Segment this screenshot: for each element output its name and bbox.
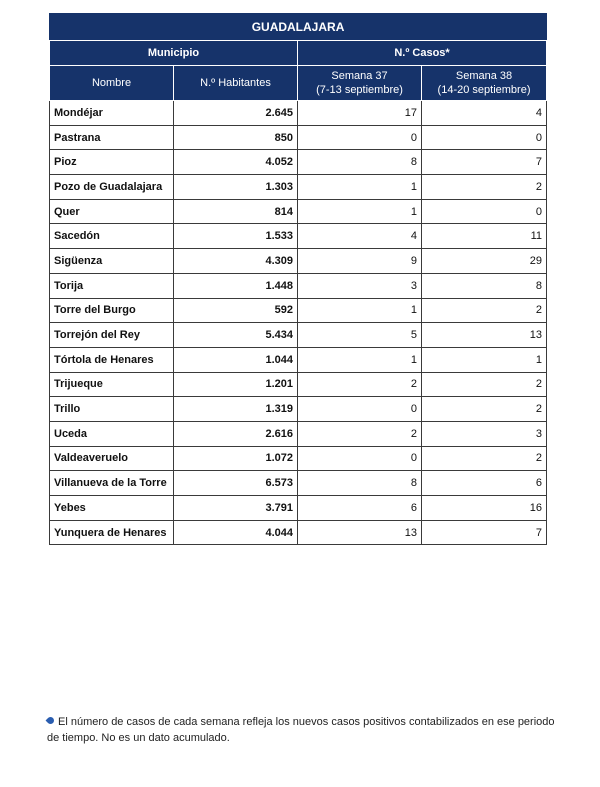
- population-value: 1.072: [174, 446, 298, 471]
- week-37-cases: 6: [298, 496, 422, 521]
- week-38-cases: 2: [422, 446, 547, 471]
- municipality-name: Tórtola de Henares: [50, 347, 174, 372]
- municipality-name: Trillo: [50, 397, 174, 422]
- week-38-label: Semana 38: [455, 70, 513, 82]
- population-value: 4.309: [174, 249, 298, 274]
- municipality-name: Valdeaveruelo: [50, 446, 174, 471]
- population-value: 5.434: [174, 323, 298, 348]
- population-value: 4.052: [174, 150, 298, 175]
- table-row: [50, 323, 547, 348]
- week-38-dates: (14-20 septiembre): [437, 84, 531, 96]
- week-38-cases: 2: [422, 372, 547, 397]
- table-row: [50, 446, 547, 471]
- week-37-cases: 4: [298, 224, 422, 249]
- week-38-cases: 7: [422, 150, 547, 175]
- week-38-cases: 6: [422, 471, 547, 496]
- population-value: 814: [174, 199, 298, 224]
- week-38-cases: 2: [422, 397, 547, 422]
- table-row: [50, 273, 547, 298]
- cases-table: [49, 13, 547, 545]
- week-38-cases: 16: [422, 496, 547, 521]
- population-value: 1.533: [174, 224, 298, 249]
- municipality-name: Pioz: [50, 150, 174, 175]
- footnote: [47, 714, 562, 746]
- week-37-cases: 0: [298, 397, 422, 422]
- week-37-cases: 0: [298, 125, 422, 150]
- table-row: [50, 101, 547, 126]
- week-38-cases: 0: [422, 199, 547, 224]
- column-header-week-38: [422, 66, 547, 101]
- week-37-cases: 2: [298, 421, 422, 446]
- municipality-name: Villanueva de la Torre: [50, 471, 174, 496]
- week-38-cases: 29: [422, 249, 547, 274]
- population-value: 1.448: [174, 273, 298, 298]
- municipality-name: Pastrana: [50, 125, 174, 150]
- week-37-cases: 5: [298, 323, 422, 348]
- population-value: 1.201: [174, 372, 298, 397]
- population-value: 4.044: [174, 520, 298, 545]
- table-row: [50, 520, 547, 545]
- column-header-habitantes: N.º Habitantes: [174, 66, 298, 101]
- table-row: [50, 421, 547, 446]
- population-value: 3.791: [174, 496, 298, 521]
- municipality-name: Uceda: [50, 421, 174, 446]
- population-value: 1.044: [174, 347, 298, 372]
- group-header-municipio: Municipio: [50, 41, 298, 66]
- column-header-nombre: Nombre: [50, 66, 174, 101]
- week-37-cases: 1: [298, 175, 422, 200]
- week-37-cases: 1: [298, 199, 422, 224]
- table-row: [50, 199, 547, 224]
- table-row: [50, 372, 547, 397]
- population-value: 6.573: [174, 471, 298, 496]
- week-37-cases: 8: [298, 150, 422, 175]
- population-value: 2.616: [174, 421, 298, 446]
- week-37-cases: 1: [298, 298, 422, 323]
- table-row: [50, 249, 547, 274]
- week-37-cases: 3: [298, 273, 422, 298]
- municipality-name: Torrejón del Rey: [50, 323, 174, 348]
- week-38-cases: 2: [422, 175, 547, 200]
- table-row: [50, 496, 547, 521]
- group-header-casos: N.º Casos*: [298, 41, 547, 66]
- municipality-name: Mondéjar: [50, 101, 174, 126]
- week-37-label: Semana 37: [331, 70, 388, 82]
- table-row: [50, 298, 547, 323]
- table-row: [50, 125, 547, 150]
- week-37-cases: 2: [298, 372, 422, 397]
- table-row: [50, 347, 547, 372]
- week-38-cases: 8: [422, 273, 547, 298]
- municipality-name: Sigüenza: [50, 249, 174, 274]
- week-38-cases: 2: [422, 298, 547, 323]
- week-37-cases: 8: [298, 471, 422, 496]
- bullet-icon: [46, 716, 56, 726]
- week-38-cases: 1: [422, 347, 547, 372]
- population-value: 1.303: [174, 175, 298, 200]
- table-row: [50, 397, 547, 422]
- municipality-name: Sacedón: [50, 224, 174, 249]
- week-37-dates: (7-13 septiembre): [316, 84, 403, 96]
- week-38-cases: 0: [422, 125, 547, 150]
- table-row: [50, 175, 547, 200]
- week-38-cases: 3: [422, 421, 547, 446]
- week-38-cases: 13: [422, 323, 547, 348]
- week-37-cases: 0: [298, 446, 422, 471]
- population-value: 592: [174, 298, 298, 323]
- population-value: 1.319: [174, 397, 298, 422]
- municipality-name: Yunquera de Henares: [50, 520, 174, 545]
- municipality-name: Quer: [50, 199, 174, 224]
- municipality-name: Trijueque: [50, 372, 174, 397]
- table-row: [50, 471, 547, 496]
- week-37-cases: 1: [298, 347, 422, 372]
- table-title: GUADALAJARA: [50, 14, 547, 41]
- week-37-cases: 9: [298, 249, 422, 274]
- week-38-cases: 7: [422, 520, 547, 545]
- municipality-name: Yebes: [50, 496, 174, 521]
- week-37-cases: 17: [298, 101, 422, 126]
- week-37-cases: 13: [298, 520, 422, 545]
- table-row: [50, 224, 547, 249]
- footnote-text: El número de casos de cada semana refleja los nuevos casos positivos contabilizados en ese periodo de tiempo. No es un dato acumulado.: [47, 716, 555, 744]
- week-38-cases: 11: [422, 224, 547, 249]
- municipality-name: Torija: [50, 273, 174, 298]
- column-header-week-37: [298, 66, 422, 101]
- population-value: 2.645: [174, 101, 298, 126]
- population-value: 850: [174, 125, 298, 150]
- table-row: [50, 150, 547, 175]
- municipality-name: Torre del Burgo: [50, 298, 174, 323]
- municipality-name: Pozo de Guadalajara: [50, 175, 174, 200]
- week-38-cases: 4: [422, 101, 547, 126]
